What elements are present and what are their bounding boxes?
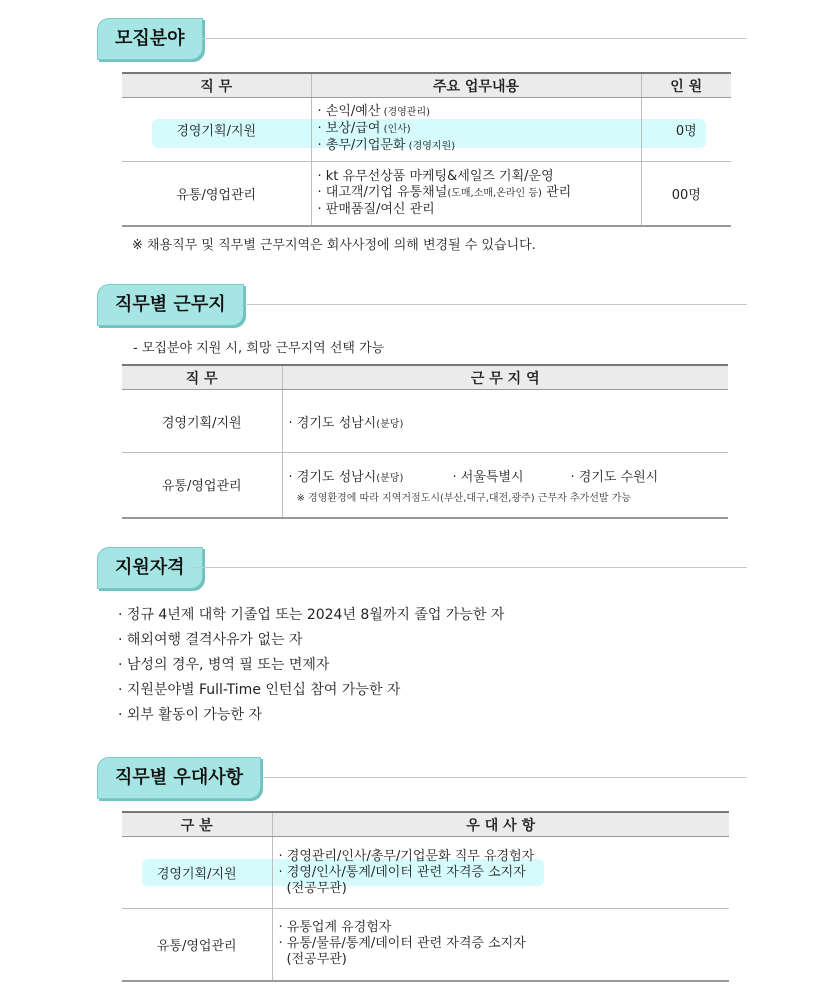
preference-item: · 경영/인사/통계/데이터 관련 자격증 소지자 [278, 864, 526, 880]
count-cell: 00명 [641, 162, 731, 226]
preference-table [122, 811, 729, 982]
count-cell: 0명 [641, 98, 731, 162]
header-category: 구 분 [122, 812, 272, 837]
duty-item: · 판매품질/여신 관리 [317, 201, 435, 217]
table-row [122, 837, 729, 909]
category-cell: 경영기획/지원 [122, 837, 272, 909]
preference-item: (전공무관) [286, 880, 347, 896]
job-cell: 경영기획/지원 [122, 98, 311, 162]
section-title-recruit: 모집분야 [97, 18, 203, 60]
list-item: · 남성의 경우, 병역 필 또는 면제자 [118, 657, 330, 673]
region-item: · 경기도 수원시 [570, 469, 659, 485]
preference-item: · 경영관리/인사/총무/기업문화 직무 유경험자 [278, 848, 535, 864]
header-count: 인 원 [641, 73, 731, 98]
table-row [122, 453, 728, 518]
table-row [122, 390, 728, 453]
workplace-intro: - 모집분야 지원 시, 희망 근무지역 선택 가능 [133, 341, 385, 356]
duties-cell [311, 162, 641, 226]
recruit-note: ※ 채용직무 및 직무별 근무지역은 회사사정에 의해 변경될 수 있습니다. [132, 238, 536, 253]
duty-item: · 대고객/기업 유통채널(도매,소매,온라인 등) 관리 [317, 184, 572, 200]
section-title-preference: 직무별 우대사항 [97, 757, 261, 799]
section-divider [201, 38, 747, 39]
duty-item: · 손익/예산 (경영관리) [317, 104, 431, 119]
duties-cell [311, 98, 641, 162]
table-header-row [122, 812, 729, 837]
qualification-list [118, 603, 504, 728]
section-title-qualification: 지원자격 [97, 547, 203, 589]
preference-item: · 유통/물류/통계/데이터 관련 자격증 소지자 [278, 936, 526, 952]
section-title-workplace: 직무별 근무지 [97, 284, 244, 326]
region-item: · 서울특별시 [452, 469, 524, 485]
recruit-table [122, 72, 731, 227]
region-item: · 경기도 성남시(분당) [288, 469, 404, 485]
section-divider [193, 567, 747, 568]
category-cell: 유통/영업관리 [122, 909, 272, 981]
section-header-workplace [97, 284, 747, 326]
table-header-row [122, 365, 728, 390]
section-divider [263, 777, 747, 778]
region-item: · 경기도 성남시(분당) [288, 415, 404, 431]
region-cell [282, 453, 728, 518]
header-region: 근 무 지 역 [282, 365, 728, 390]
duty-item: · 총무/기업문화 (경영지원) [317, 138, 456, 153]
list-item: · 지원분야별 Full-Time 인턴십 참여 가능한 자 [118, 682, 401, 698]
header-job: 직 무 [122, 365, 282, 390]
region-note: ※ 경영환경에 따라 지역거점도시(부산,대구,대전,광주) 근무자 추가선발 가능 [296, 492, 632, 504]
preference-item: · 유통업계 유경험자 [278, 920, 392, 936]
job-cell: 경영기획/지원 [122, 390, 282, 453]
section-header-qualification [97, 547, 747, 589]
duty-item: · kt 유무선상품 마케팅&세일즈 기획/운영 [317, 168, 554, 184]
table-row [122, 909, 729, 981]
list-item: · 외부 활동이 가능한 자 [118, 707, 262, 723]
header-job: 직 무 [122, 73, 311, 98]
header-preference: 우 대 사 항 [272, 812, 729, 837]
workplace-table [122, 364, 728, 519]
table-header-row [122, 73, 731, 98]
preference-cell [272, 837, 729, 909]
list-item: · 해외여행 결격사유가 없는 자 [118, 632, 303, 648]
job-cell: 유통/영업관리 [122, 162, 311, 226]
header-duties: 주요 업무내용 [311, 73, 641, 98]
section-header-recruit [97, 18, 747, 60]
list-item: · 정규 4년제 대학 기졸업 또는 2024년 8월까지 졸업 가능한 자 [118, 607, 505, 623]
table-row [122, 162, 731, 226]
section-header-preference [97, 757, 747, 799]
preference-cell [272, 909, 729, 981]
region-cell [282, 390, 728, 453]
table-row [122, 98, 731, 162]
job-cell: 유통/영업관리 [122, 453, 282, 518]
section-divider [247, 304, 747, 305]
duty-item: · 보상/급여 (인사) [317, 121, 411, 136]
preference-item: (전공무관) [286, 952, 347, 968]
